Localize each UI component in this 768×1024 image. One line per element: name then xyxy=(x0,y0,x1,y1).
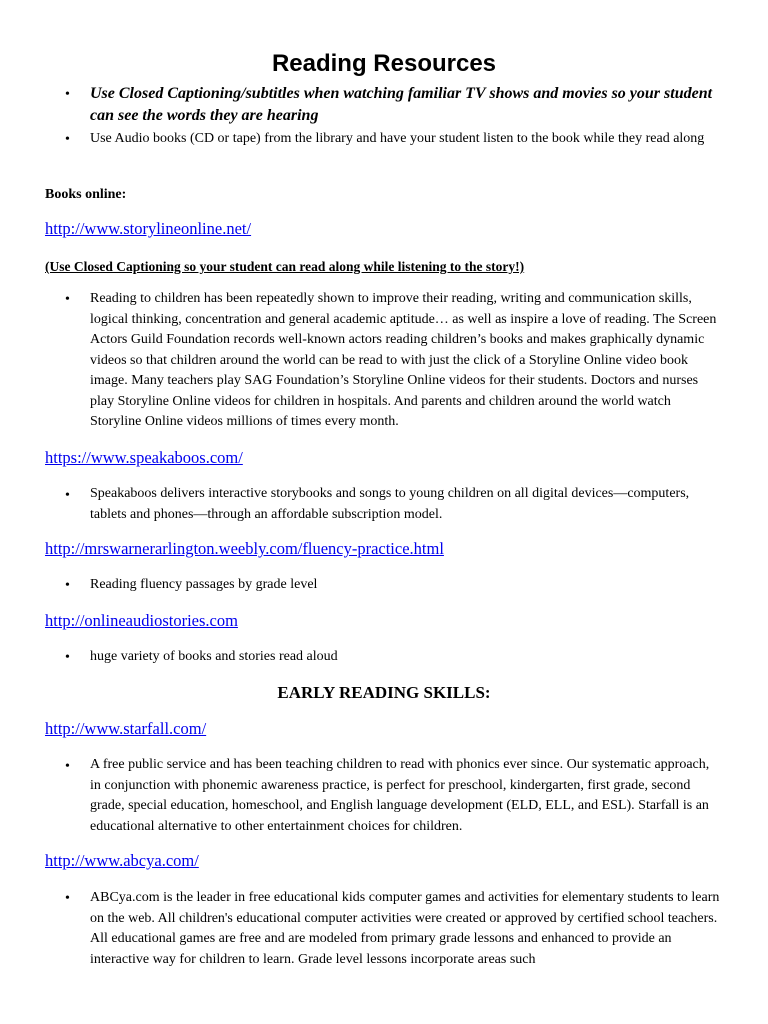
speakaboos-description: Speakaboos delivers interactive storybooks and songs to young children on all digital devices—computers, tablets and phones—through an affordable subscription model. xyxy=(90,486,690,522)
bullet-icon: • xyxy=(65,759,70,774)
bullet-icon: • xyxy=(65,132,70,147)
bullet-icon: • xyxy=(65,891,70,906)
storylineonline-description: Reading to children has been repeatedly shown to improve their reading, writing and communication skills, logical thinking, concentration and general academic aptitude… as well as inspire a love of reading. The Screen Actors Guild Foundation records well-known actors reading children’s books and makes graphically dynamic videos so that children around the world can be read to with just the click of a Storyline Online video book image. Many teachers play SAG Foundation’s Storyline Online videos for their students. Doctors and nurses play Storyline Online videos for children in hospitals. And parents and children around the world watch Storyline Online videos millions of times every month. xyxy=(90,291,717,429)
early-reading-heading: EARLY READING SKILLS: xyxy=(277,683,491,702)
captioning-note: (Use Closed Captioning so your student can read along while listening to the story!) xyxy=(45,259,525,274)
storylineonline-link[interactable]: http://www.storylineonline.net/ xyxy=(45,219,252,238)
page-title: Reading Resources xyxy=(271,50,497,77)
fluency-practice-link[interactable]: http://mrswarnerarlington.weebly.com/fluency-practice.html xyxy=(45,539,444,558)
bullet-icon: • xyxy=(65,292,70,307)
starfall-link[interactable]: http://www.starfall.com/ xyxy=(45,719,207,738)
captioning-tip: Use Closed Captioning/subtitles when watching familiar TV shows and movies so your student can see the words they are hearing xyxy=(90,85,713,124)
books-online-label: Books online: xyxy=(45,187,127,202)
bullet-icon: • xyxy=(65,650,70,665)
audio-books-tip: Use Audio books (CD or tape) from the library and have your student listen to the book while they read along xyxy=(90,131,705,146)
abcya-link[interactable]: http://www.abcya.com/ xyxy=(45,851,199,870)
bullet-icon: • xyxy=(65,488,70,503)
bullet-icon: • xyxy=(65,87,70,102)
onlineaudiostories-link[interactable]: http://onlineaudiostories.com xyxy=(45,611,238,630)
onlineaudiostories-description: huge variety of books and stories read aloud xyxy=(90,649,338,664)
speakaboos-link[interactable]: https://www.speakaboos.com/ xyxy=(45,448,243,467)
abcya-description: ABCya.com is the leader in free educational kids computer games and activities for elementary students to learn on the web. All children's educational computer activities were created or approved by certified school teachers. All educational games are free and are modeled from primary grade lessons and enhanced to provide an interactive way for children to learn. Grade level lessons incorporate areas such xyxy=(90,890,720,967)
fluency-description: Reading fluency passages by grade level xyxy=(90,577,318,592)
starfall-description: A free public service and has been teaching children to read with phonics ever since. Our systematic approach, in conjunction with phonemic awareness practice, is perfect for preschool, kindergarten, first grade, second grade, special education, homeschool, and English language development (ELD, ELL, and ESL). Starfall is an educational alternative to other entertainment choices for children. xyxy=(90,757,710,834)
bullet-icon: • xyxy=(65,578,70,593)
